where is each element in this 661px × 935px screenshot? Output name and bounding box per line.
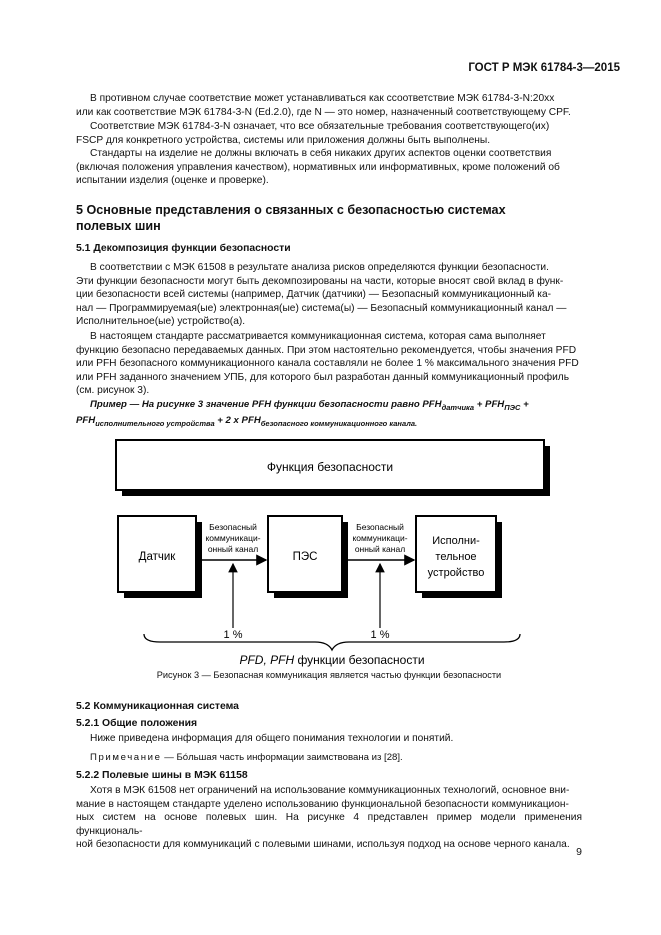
s522-line: Хотя в МЭК 61508 нет ограничений на использование коммуникационных технологий, основное вни- xyxy=(90,785,570,796)
intro-p3-line2: (включая положения управления качеством), нормативных или информативных, кроме положений об xyxy=(76,161,560,173)
example-line2-b: + 2 x PFH xyxy=(214,414,261,426)
actuator-label-line1: Исполни- xyxy=(432,535,480,547)
channel-1-line3: онный канал xyxy=(207,544,259,554)
s51-p1-line: ции безопасности всей системы (например, Датчик (датчики) — Безопасный коммуникационный ка- xyxy=(76,289,552,301)
section-5-1-paragraph-2 xyxy=(76,330,582,398)
intro-p2-line2: FSCP для конкретного устройства, системы или приложения должны быть выполнены. xyxy=(76,134,491,146)
s51-p2-line: В настоящем стандарте рассматривается коммуникационная система, которая сама выполняет xyxy=(90,331,546,342)
example-note xyxy=(76,398,582,430)
actuator-label-line2: тельное xyxy=(435,551,477,563)
section-5-1-paragraph-1 xyxy=(76,261,582,329)
example-sub-sensor: датчика xyxy=(441,402,475,412)
channel-2-line3: онный канал xyxy=(354,544,406,554)
s51-p1-line: Эти функции безопасности могут быть декомпозированы на части, которые вносят свой вклад в функ- xyxy=(76,275,564,287)
s51-p1-line: нал — Программируемая(ые) электронная(ые) система(ы) — Безопасный коммуникационный канал — xyxy=(76,302,567,314)
safety-function-label: Функция безопасности xyxy=(266,460,394,474)
channel-1-percent: 1 % xyxy=(223,629,243,641)
figure-3-diagram xyxy=(100,436,560,670)
example-sub-actuator: исполнительного устройства xyxy=(95,418,215,428)
section-5-2-1-text xyxy=(76,732,582,746)
intro-p2-line1: Соответствие МЭК 61784-3-N означает, что все обязательные требования соответствующего(их) xyxy=(90,121,550,132)
example-plus2: + xyxy=(520,399,529,410)
intro-p3-line1: Стандарты на изделие не должны включать в себя никаких других аспектов оценки соответствия xyxy=(90,148,552,159)
s522-line: мание в настоящем стандарте уделено использованию функциональной безопасности коммуникацион- xyxy=(76,798,569,810)
channel-1-line1: Безопасный xyxy=(209,522,257,532)
section-5-1-heading: 5.1 Декомпозиция функции безопасности xyxy=(76,243,291,254)
example-sub-pes: ПЭС xyxy=(504,402,521,412)
section-5-2-2-text xyxy=(76,784,582,852)
s51-p2-line: функцию безопасно передаваемых данных. При этом настоятельно рекомендуется, чтобы значения PFD xyxy=(76,344,577,356)
sensor-label: Датчик xyxy=(138,551,176,563)
section-5-2-heading: 5.2 Коммуникационная система xyxy=(76,701,239,712)
intro-paragraph-1 xyxy=(76,92,582,119)
note-text: — Бóльшая часть информации заимствована из [28]. xyxy=(161,752,403,763)
s51-p1-line: В соответствии с МЭК 61508 в результате анализа рисков определяются функции безопасности. xyxy=(90,262,549,273)
s522-line: ной безопасности для коммуникаций с полевыми шинами, используя подход на основе черного канала. xyxy=(76,839,570,851)
section-5-2-1-heading: 5.2.1 Общие положения xyxy=(76,718,198,729)
brace-label-rest: функции безопасности xyxy=(294,653,425,667)
intro-p3-line3: испытании изделия (оценке и проверке). xyxy=(76,175,269,187)
section-5-2-2-heading: 5.2.2 Полевые шины в МЭК 61158 xyxy=(76,770,248,781)
channel-2-line1: Безопасный xyxy=(356,522,404,532)
channel-2-percent: 1 % xyxy=(370,629,390,641)
intro-paragraph-2 xyxy=(76,120,582,147)
s51-p1-line: Исполнительное(ые) устройство(а). xyxy=(76,316,246,328)
channel-1-line2: коммуникаци- xyxy=(205,533,261,543)
section-5-title-line1: 5 Основные представления о связанных с безопасностью системах xyxy=(76,203,506,217)
example-plus1: + PFH xyxy=(474,399,505,410)
note xyxy=(76,751,582,764)
intro-p1-line2: или как соответствие МЭК 61784-3-N (Ed.2.0), где N — это номер, назначенный соответствующему CPF. xyxy=(76,106,571,118)
s51-p2-line: или PFH заданного значением УПБ, для которого был разработан данный коммуникационный профиль xyxy=(76,371,570,383)
section-5-heading xyxy=(76,202,576,234)
note-label: Примечание xyxy=(90,752,162,763)
example-sub-channel: безопасного коммуникационного канала. xyxy=(260,418,418,428)
document-header: ГОСТ Р МЭК 61784-3—2015 xyxy=(468,62,620,74)
intro-p1-line1: В противном случае соответствие может устанавливаться как ссоответствие МЭК 61784-3-N:20xx xyxy=(90,93,555,104)
example-line2-a: PFH xyxy=(76,414,96,426)
figure-3-caption: Рисунок 3 — Безопасная коммуникация является частью функции безопасности xyxy=(156,670,502,680)
actuator-label-line3: устройство xyxy=(427,567,485,579)
s522-line: ных систем на основе полевых шин. На рисунке 4 представлен пример модели применения функциональ- xyxy=(76,812,582,837)
brace-label-italic: PFD, PFH xyxy=(239,653,295,667)
s51-p2-line: или PFH безопасного коммуникационного канала составляли не более 1 % максимального значения PFD xyxy=(76,358,579,370)
s521-line: Ниже приведена информация для общего понимания технологии и понятий. xyxy=(90,733,454,744)
pes-label: ПЭС xyxy=(292,551,318,563)
figure-brace xyxy=(144,634,520,650)
figure-brace-label xyxy=(239,653,424,667)
intro-paragraph-3 xyxy=(76,147,582,188)
s51-p2-line: (см. рисунок 3). xyxy=(76,385,150,397)
example-lead: Пример — На рисунке 3 значение PFH функции безопасности равно PFH xyxy=(90,399,442,410)
channel-2-line2: коммуникаци- xyxy=(352,533,408,543)
section-5-title-line2: полевых шин xyxy=(76,219,161,233)
page-number: 9 xyxy=(576,846,582,858)
